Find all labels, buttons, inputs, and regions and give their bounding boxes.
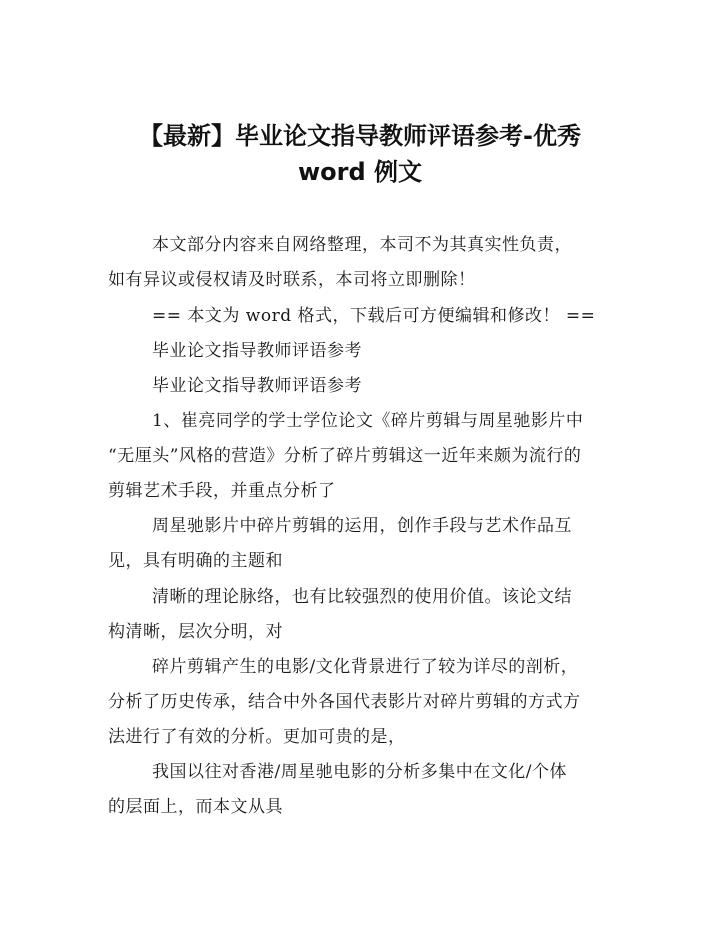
paragraph-line: 1、崔亮同学的学士学位论文《碎片剪辑与周星驰影片中 xyxy=(152,411,584,431)
paragraph-line: 本文部分内容来自网络整理，本司不为其真实性负责， xyxy=(152,235,572,255)
document-title-line-1: 【最新】毕业论文指导教师评语参考-优秀 xyxy=(139,122,581,150)
paragraph-line: 构清晰，层次分明，对 xyxy=(108,622,283,642)
paragraph-line: 的层面上，而本文从具 xyxy=(108,797,283,817)
paragraph-line: 碎片剪辑产生的电影/文化背景进行了较为详尽的剖析， xyxy=(152,657,579,677)
paragraph-line: 清晰的理论脉络，也有比较强烈的使用价值。该论文结 xyxy=(152,587,572,607)
paragraph-line: 见，具有明确的主题和 xyxy=(108,551,283,571)
document-title-line-2: word 例文 xyxy=(297,158,423,186)
paragraph-line: 法进行了有效的分析。更加可贵的是， xyxy=(108,727,406,747)
paragraph-line: “无厘头”风格的营造》分析了碎片剪辑这一近年来颇为流行的 xyxy=(108,446,582,466)
paragraph-line: 周星驰影片中碎片剪辑的运用，创作手段与艺术作品互 xyxy=(152,516,572,536)
paragraph-line: 分析了历史传承，结合中外各国代表影片对碎片剪辑的方式方 xyxy=(108,692,581,712)
paragraph-line: 毕业论文指导教师评语参考 xyxy=(152,376,362,396)
paragraph-line: 如有异议或侵权请及时联系，本司将立即删除！ xyxy=(108,270,476,290)
paragraph-line: 毕业论文指导教师评语参考 xyxy=(152,341,362,361)
paragraph-line: == 本文为 word 格式，下载后可方便编辑和修改！ == xyxy=(152,306,596,326)
paragraph-line: 我国以往对香港/周星驰电影的分析多集中在文化/个体 xyxy=(152,762,567,782)
paragraph-line: 剪辑艺术手段，并重点分析了 xyxy=(108,481,336,501)
